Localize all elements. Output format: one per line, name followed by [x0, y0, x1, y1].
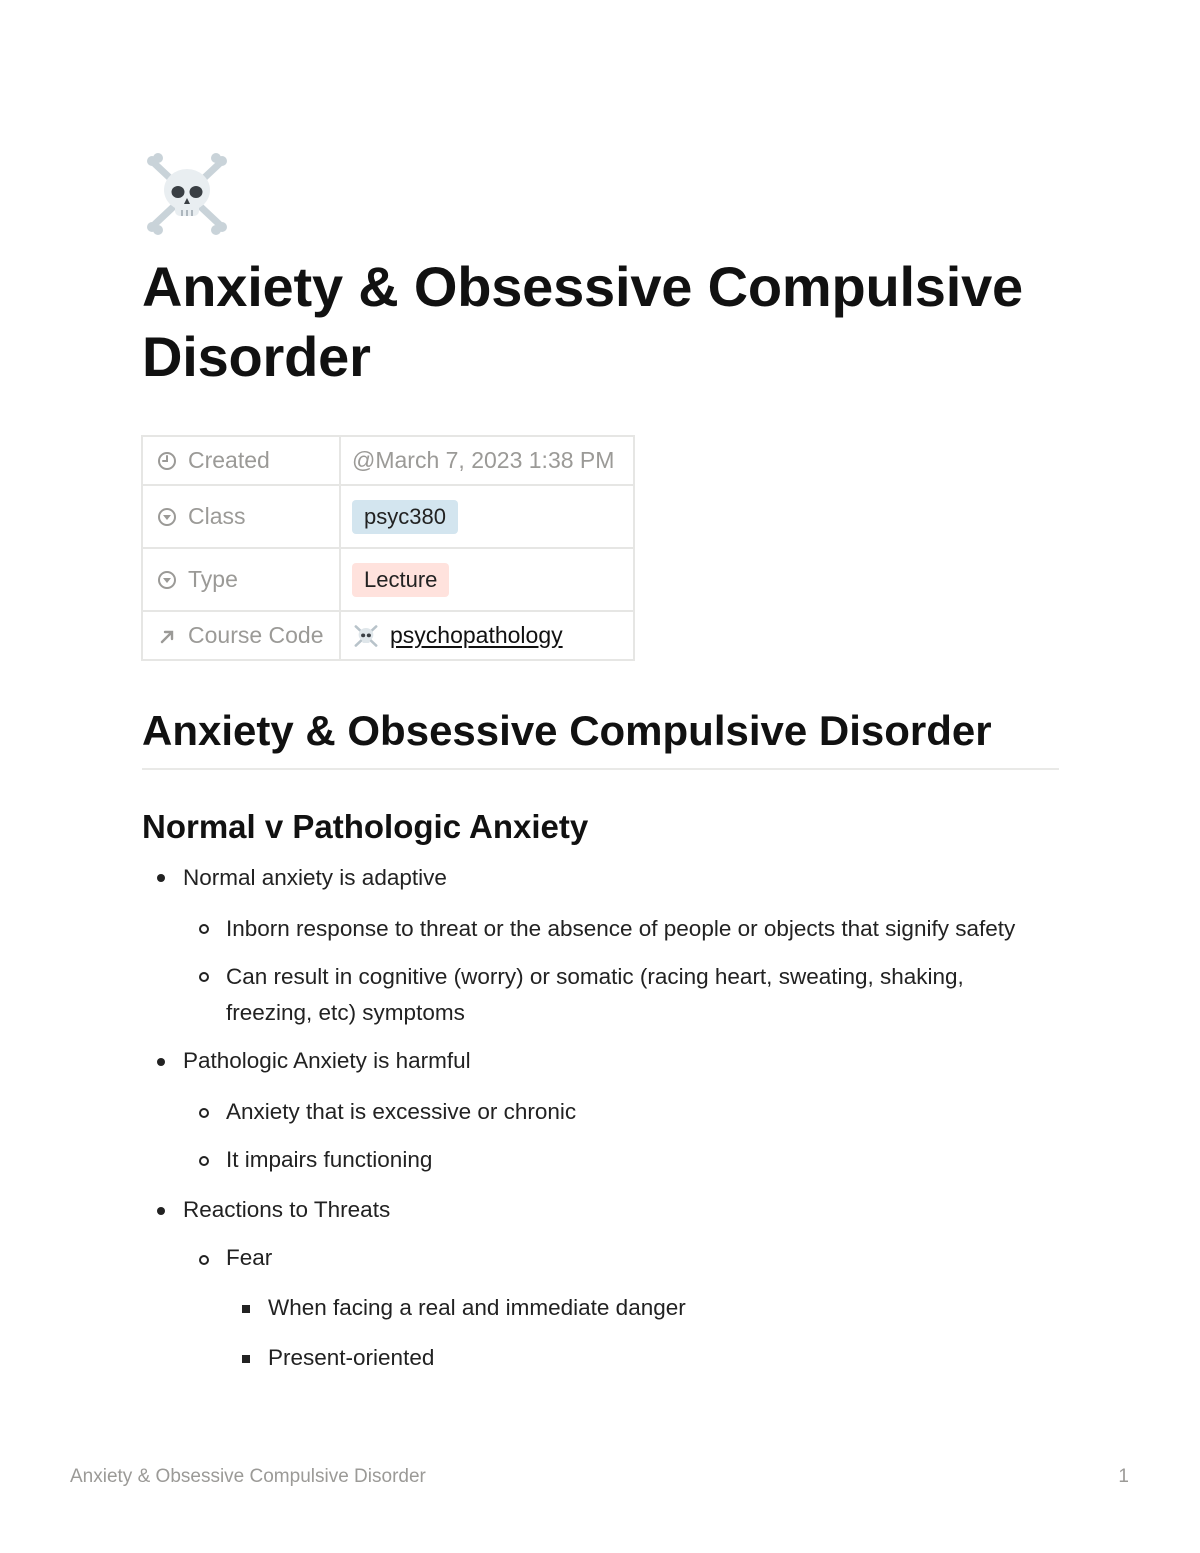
property-label-type: Type: [188, 566, 238, 592]
list-item: Anxiety that is excessive or chronic: [226, 1099, 577, 1124]
footer-page-number: 1: [1118, 1466, 1129, 1487]
relation-arrow-icon: [157, 626, 177, 646]
list-item: Fear: [226, 1245, 273, 1270]
heading-2: Normal v Pathologic Anxiety: [142, 808, 589, 845]
bullet-disc: [157, 1058, 165, 1066]
property-label-created: Created: [188, 447, 270, 473]
select-icon: [157, 570, 177, 590]
bullet-circle: [199, 1108, 209, 1118]
bullet-square: [242, 1355, 250, 1363]
list-item: When facing a real and immediate danger: [268, 1295, 686, 1320]
bullet-disc: [157, 874, 165, 882]
list-item: Pathologic Anxiety is harmful: [183, 1048, 471, 1073]
bullet-disc: [157, 1207, 165, 1215]
list-item: Reactions to Threats: [183, 1197, 391, 1222]
list-item: It impairs functioning: [226, 1147, 433, 1172]
list-item: Normal anxiety is adaptive: [183, 865, 447, 890]
property-row-class: [142, 485, 634, 548]
property-row-course-code: [142, 611, 634, 660]
class-tag[interactable]: psyc380: [352, 500, 458, 534]
property-row-type: [142, 548, 634, 611]
bullet-circle: [199, 924, 209, 934]
bullet-circle: [199, 1255, 209, 1265]
list-item-continuation: freezing, etc) symptoms: [226, 1000, 465, 1025]
list-item: Can result in cognitive (worry) or somatic (racing heart, sweating, shaking,: [226, 964, 964, 989]
heading-1: Anxiety & Obsessive Compulsive Disorder: [142, 707, 992, 754]
course-code-link[interactable]: psychopathology: [390, 622, 563, 648]
skull-and-crossbones-icon: [143, 150, 231, 238]
properties-table: [141, 435, 635, 661]
skull-and-crossbones-icon: [352, 622, 380, 650]
footer-title: Anxiety & Obsessive Compulsive Disorder: [70, 1466, 426, 1487]
bullet-circle: [199, 972, 209, 982]
list-item: Inborn response to threat or the absence of people or objects that signify safety: [226, 916, 1016, 941]
bullet-circle: [199, 1156, 209, 1166]
property-label-class: Class: [188, 503, 246, 529]
heading-divider: [142, 768, 1059, 770]
property-label-course-code: Course Code: [188, 622, 324, 648]
bullet-square: [242, 1305, 250, 1313]
select-icon: [157, 507, 177, 527]
property-row-created: [142, 436, 634, 485]
list-item: Present-oriented: [268, 1345, 435, 1370]
clock-icon: [157, 451, 177, 471]
type-tag[interactable]: Lecture: [352, 563, 449, 597]
page-title: Anxiety & Obsessive Compulsive Disorder: [142, 255, 1024, 388]
created-date: @March 7, 2023 1:38 PM: [352, 447, 615, 473]
